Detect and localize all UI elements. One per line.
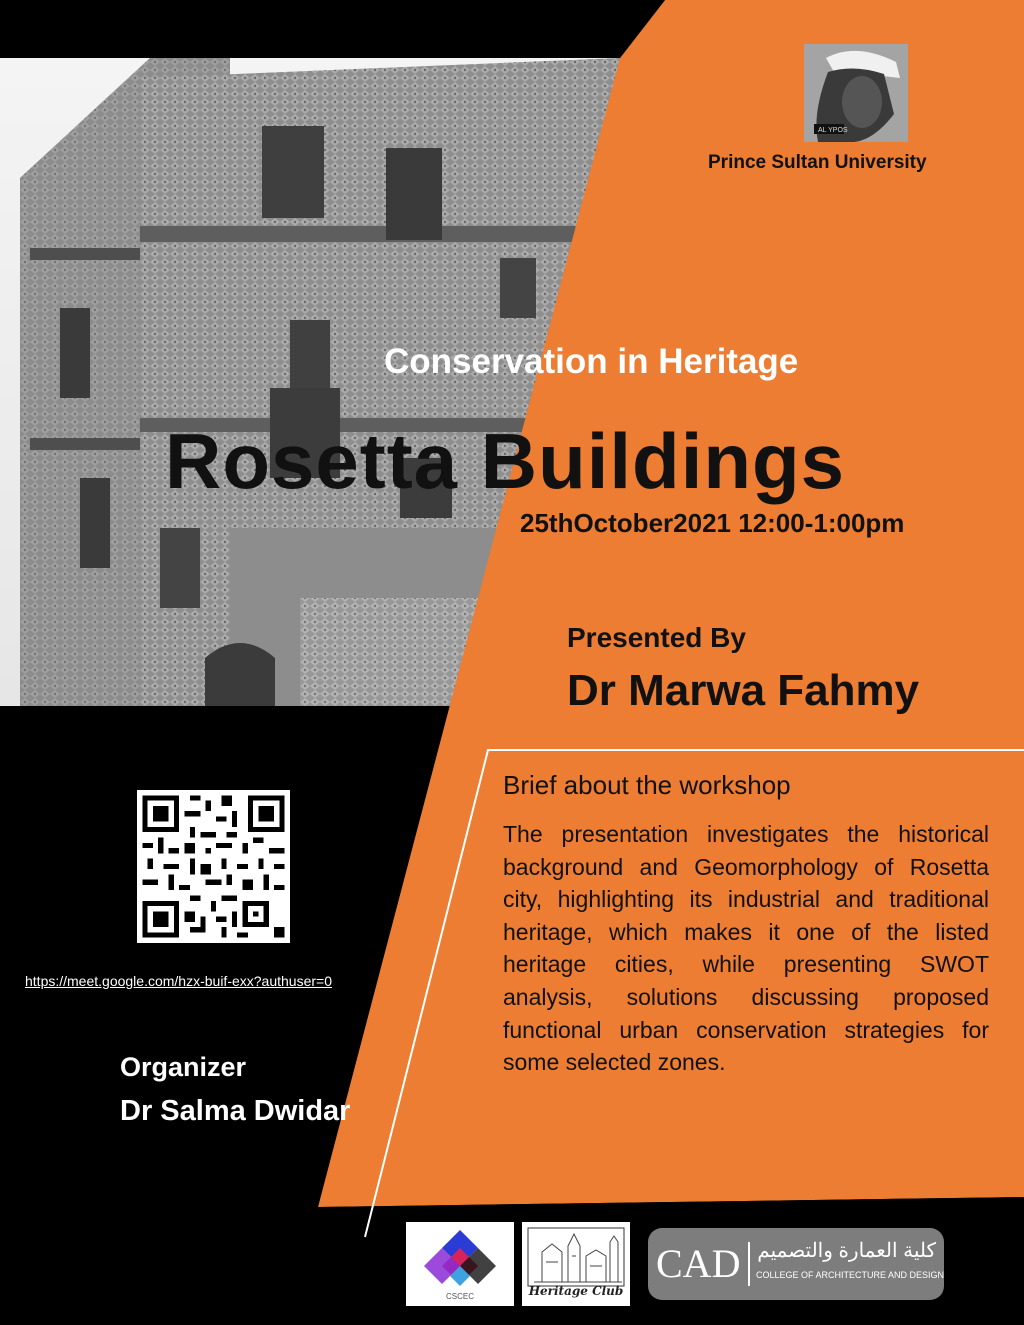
cad-wordmark: CAD xyxy=(656,1241,741,1286)
university-name: Prince Sultan University xyxy=(708,152,927,173)
cad-english-name: COLLEGE OF ARCHITECTURE AND DESIGN xyxy=(756,1270,945,1280)
heritage-club-label: Heritage Club xyxy=(528,1284,624,1298)
heritage-club-logo xyxy=(522,1222,630,1306)
university-portrait-logo xyxy=(804,44,908,142)
presented-by-label: Presented By xyxy=(567,622,746,653)
cad-college-logo xyxy=(648,1228,944,1300)
event-subtitle: Conservation in Heritage xyxy=(384,342,799,381)
cscec-label: CSCEC xyxy=(445,1292,474,1301)
presenter-name: Dr Marwa Fahmy xyxy=(567,666,920,715)
cad-divider xyxy=(748,1242,750,1286)
organizer-label: Organizer xyxy=(120,1052,247,1082)
cad-arabic-name: كلية العمارة والتصميم xyxy=(757,1240,936,1262)
qr-code[interactable] xyxy=(137,790,290,943)
brief-heading: Brief about the workshop xyxy=(503,770,791,800)
event-title: Rosetta Buildings xyxy=(165,417,846,505)
meeting-link[interactable]: https://meet.google.com/hzx-buif-exx?authuser=0 xyxy=(25,973,333,989)
svg-text:AL YPOS: AL YPOS xyxy=(818,127,848,134)
cscec-logo xyxy=(406,1222,514,1306)
event-datetime: 25thOctober2021 12:00-1:00pm xyxy=(520,508,905,538)
brief-description: The presentation investigates the historical background and Geomorphology of Rosetta city, highlighting its industrial and traditional heritage, which makes it one of the listed heritage cities, while presenting SWOT analysis, solutions discussing proposed functional urban conservation strategies for some selected zones. xyxy=(503,821,989,1076)
organizer-name: Dr Salma Dwidar xyxy=(120,1095,351,1127)
